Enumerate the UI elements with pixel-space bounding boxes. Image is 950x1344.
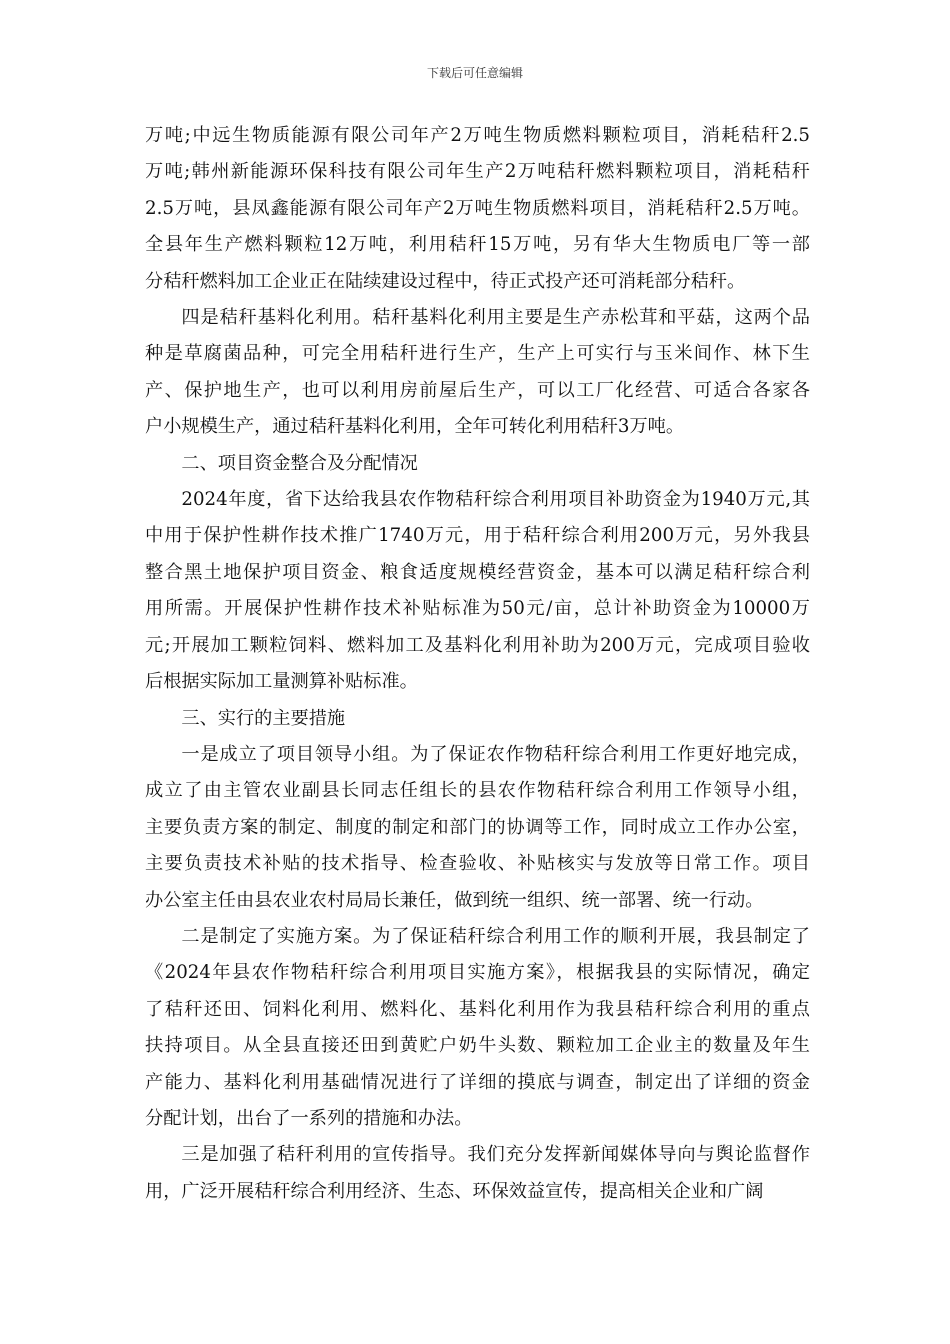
paragraph — [145, 482, 810, 700]
text-line: 2.5万吨，县凤鑫能源有限公司年产2万吨生物质燃料项目，消耗秸秆2.5万吨。 — [145, 197, 810, 219]
document-body — [145, 118, 810, 1210]
text-line: 成立了由主管农业副县长同志任组长的县农作物秸秆综合利用工作领导小组， — [145, 780, 810, 802]
text-line: 二、项目资金整合及分配情况 — [181, 452, 418, 474]
text-line: 用所需。开展保护性耕作技术补贴标准为50元/亩，总计补助资金为10000万 — [145, 598, 810, 620]
text-line: 元;开展加工颗粒饲料、燃料加工及基料化利用补助为200万元，完成项目验收 — [145, 634, 810, 656]
text-line: 户小规模生产，通过秸秆基料化利用，全年可转化利用秸秆3万吨。 — [145, 416, 685, 438]
paragraph — [145, 446, 810, 482]
paragraph — [145, 1137, 810, 1210]
text-line: 整合黑土地保护项目资金、粮食适度规模经营资金，基本可以满足秸秆综合利 — [145, 561, 810, 583]
text-line: 分配计划，出台了一系列的措施和办法。 — [145, 1107, 473, 1129]
text-line: 分秸秆燃料加工企业正在陆续建设过程中，待正式投产还可消耗部分秸秆。 — [145, 270, 746, 292]
text-line: 一是成立了项目领导小组。为了保证农作物秸秆综合利用工作更好地完成， — [181, 743, 810, 765]
text-line: 2024年度，省下达给我县农作物秸秆综合利用项目补助资金为1940万元,其 — [181, 489, 810, 511]
page-header: 下载后可任意编辑 — [426, 66, 523, 80]
text-line: 扶持项目。从全县直接还田到黄贮户奶牛头数、颗粒加工企业主的数量及年生 — [145, 1035, 810, 1057]
text-line: 种是草腐菌品种，可完全用秸秆进行生产，生产上可实行与玉米间作、林下生 — [145, 343, 810, 365]
text-line: 主要负责方案的制定、制度的制定和部门的协调等工作，同时成立工作办公室， — [145, 816, 810, 838]
text-line: 后根据实际加工量测算补贴标准。 — [145, 671, 418, 693]
paragraph — [145, 118, 810, 300]
text-line: 四是秸秆基料化利用。秸秆基料化利用主要是生产赤松茸和平菇，这两个品 — [181, 307, 810, 329]
text-line: 三是加强了秸秆利用的宣传指导。我们充分发挥新闻媒体导向与舆论监督作 — [181, 1144, 810, 1166]
text-line: 中用于保护性耕作技术推广1740万元，用于秸秆综合利用200万元，另外我县 — [145, 525, 810, 547]
text-line: 《2024年县农作物秸秆综合利用项目实施方案》，根据我县的实际情况，确定 — [145, 962, 810, 984]
text-line: 全县年生产燃料颗粒12万吨，利用秸秆15万吨，另有华大生物质电厂等一部 — [145, 234, 810, 256]
paragraph — [145, 701, 810, 737]
paragraph — [145, 919, 810, 1137]
text-line: 产、保护地生产，也可以利用房前屋后生产，可以工厂化经营、可适合各家各 — [145, 379, 810, 401]
text-line: 主要负责技术补贴的技术指导、检查验收、补贴核实与发放等日常工作。项目 — [145, 853, 810, 875]
text-line: 了秸秆还田、饲料化利用、燃料化、基料化利用作为我县秸秆综合利用的重点 — [145, 998, 810, 1020]
text-line: 用，广泛开展秸秆综合利用经济、生态、环保效益宣传，提高相关企业和广阔 — [145, 1180, 764, 1202]
paragraph — [145, 300, 810, 446]
text-line: 二是制定了实施方案。为了保证秸秆综合利用工作的顺利开展，我县制定了 — [181, 925, 810, 947]
text-line: 办公室主任由县农业农村局局长兼任，做到统一组织、统一部署、统一行动。 — [145, 889, 764, 911]
text-line: 产能力、基料化利用基础情况进行了详细的摸底与调查，制定出了详细的资金 — [145, 1071, 810, 1093]
text-line: 万吨;中远生物质能源有限公司年产2万吨生物质燃料颗粒项目，消耗秸秆2.5 — [145, 125, 810, 146]
paragraph — [145, 737, 810, 919]
text-line: 三、实行的主要措施 — [181, 707, 346, 729]
text-line: 万吨;韩州新能源环保科技有限公司年生产2万吨秸秆燃料颗粒项目，消耗秸秆 — [145, 161, 810, 183]
